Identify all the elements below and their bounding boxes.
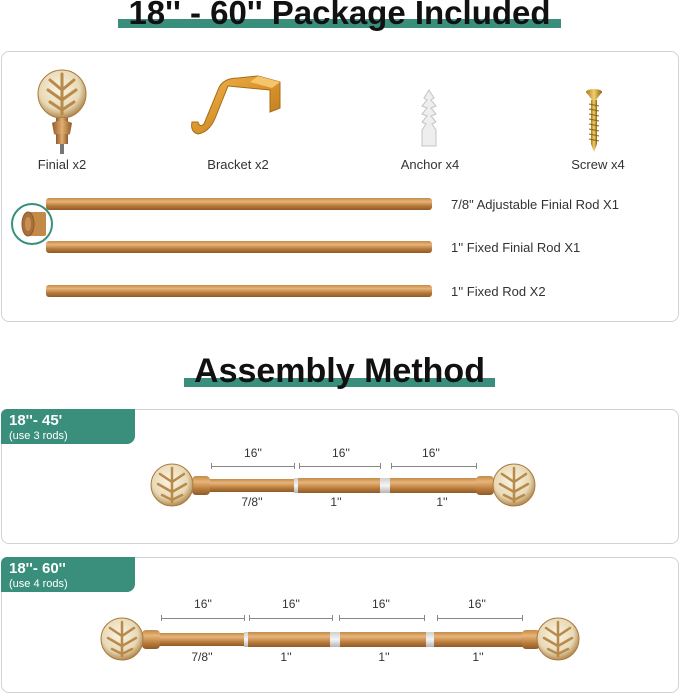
dimension-label: 16'' [372,597,390,611]
dimension-label: 16'' [468,597,486,611]
dimension-label: 16'' [194,597,212,611]
package-card [1,51,679,322]
package-title: 18'' - 60'' Package Included [128,0,551,31]
assembled-rod-4 [100,615,582,663]
rod-size-label: 1'' [378,650,390,664]
bracket-icon [188,72,284,148]
adjustable-finial-rod [46,198,432,210]
config-4-rods-note: (use 4 rods) [9,578,68,590]
config-3-rods-range: 18''- 45' [9,412,63,429]
config-3-rods-tag [1,409,135,444]
rod-size-label: 1'' [280,650,292,664]
fixed-finial-rod [46,241,432,253]
screw-label: Screw x4 [571,157,625,172]
rod-size-label: 7/8'' [241,495,263,509]
dimension-label: 16'' [244,446,262,460]
adjustable-finial-rod-label: 7/8" Adjustable Finial Rod X1 [451,197,619,212]
rod-size-label: 7/8'' [191,650,213,664]
anchor-icon [414,88,444,148]
fixed-finial-rod-label: 1'' Fixed Finial Rod X1 [451,240,581,255]
fixed-rod [46,285,432,297]
fixed-rod-label: 1'' Fixed Rod X2 [451,284,546,299]
finial-label: Finial x2 [37,157,87,172]
finial-icon [34,68,90,154]
bracket-label: Bracket x2 [207,157,269,172]
package-heading [0,0,679,32]
rod-size-label: 1'' [330,495,342,509]
anchor-label: Anchor x4 [400,157,460,172]
dimension-label: 16'' [282,597,300,611]
dimension-label: 16'' [332,446,350,460]
config-4-rods-range: 18''- 60'' [9,560,66,577]
screw-icon [582,88,606,154]
assembly-title: Assembly Method [194,352,485,390]
rod-size-label: 1'' [436,495,448,509]
assembly-heading [0,352,679,391]
config-3-rods-note: (use 3 rods) [9,430,68,442]
config-4-rods-tag [1,557,135,592]
rod-size-label: 1'' [472,650,484,664]
dimension-label: 16'' [422,446,440,460]
